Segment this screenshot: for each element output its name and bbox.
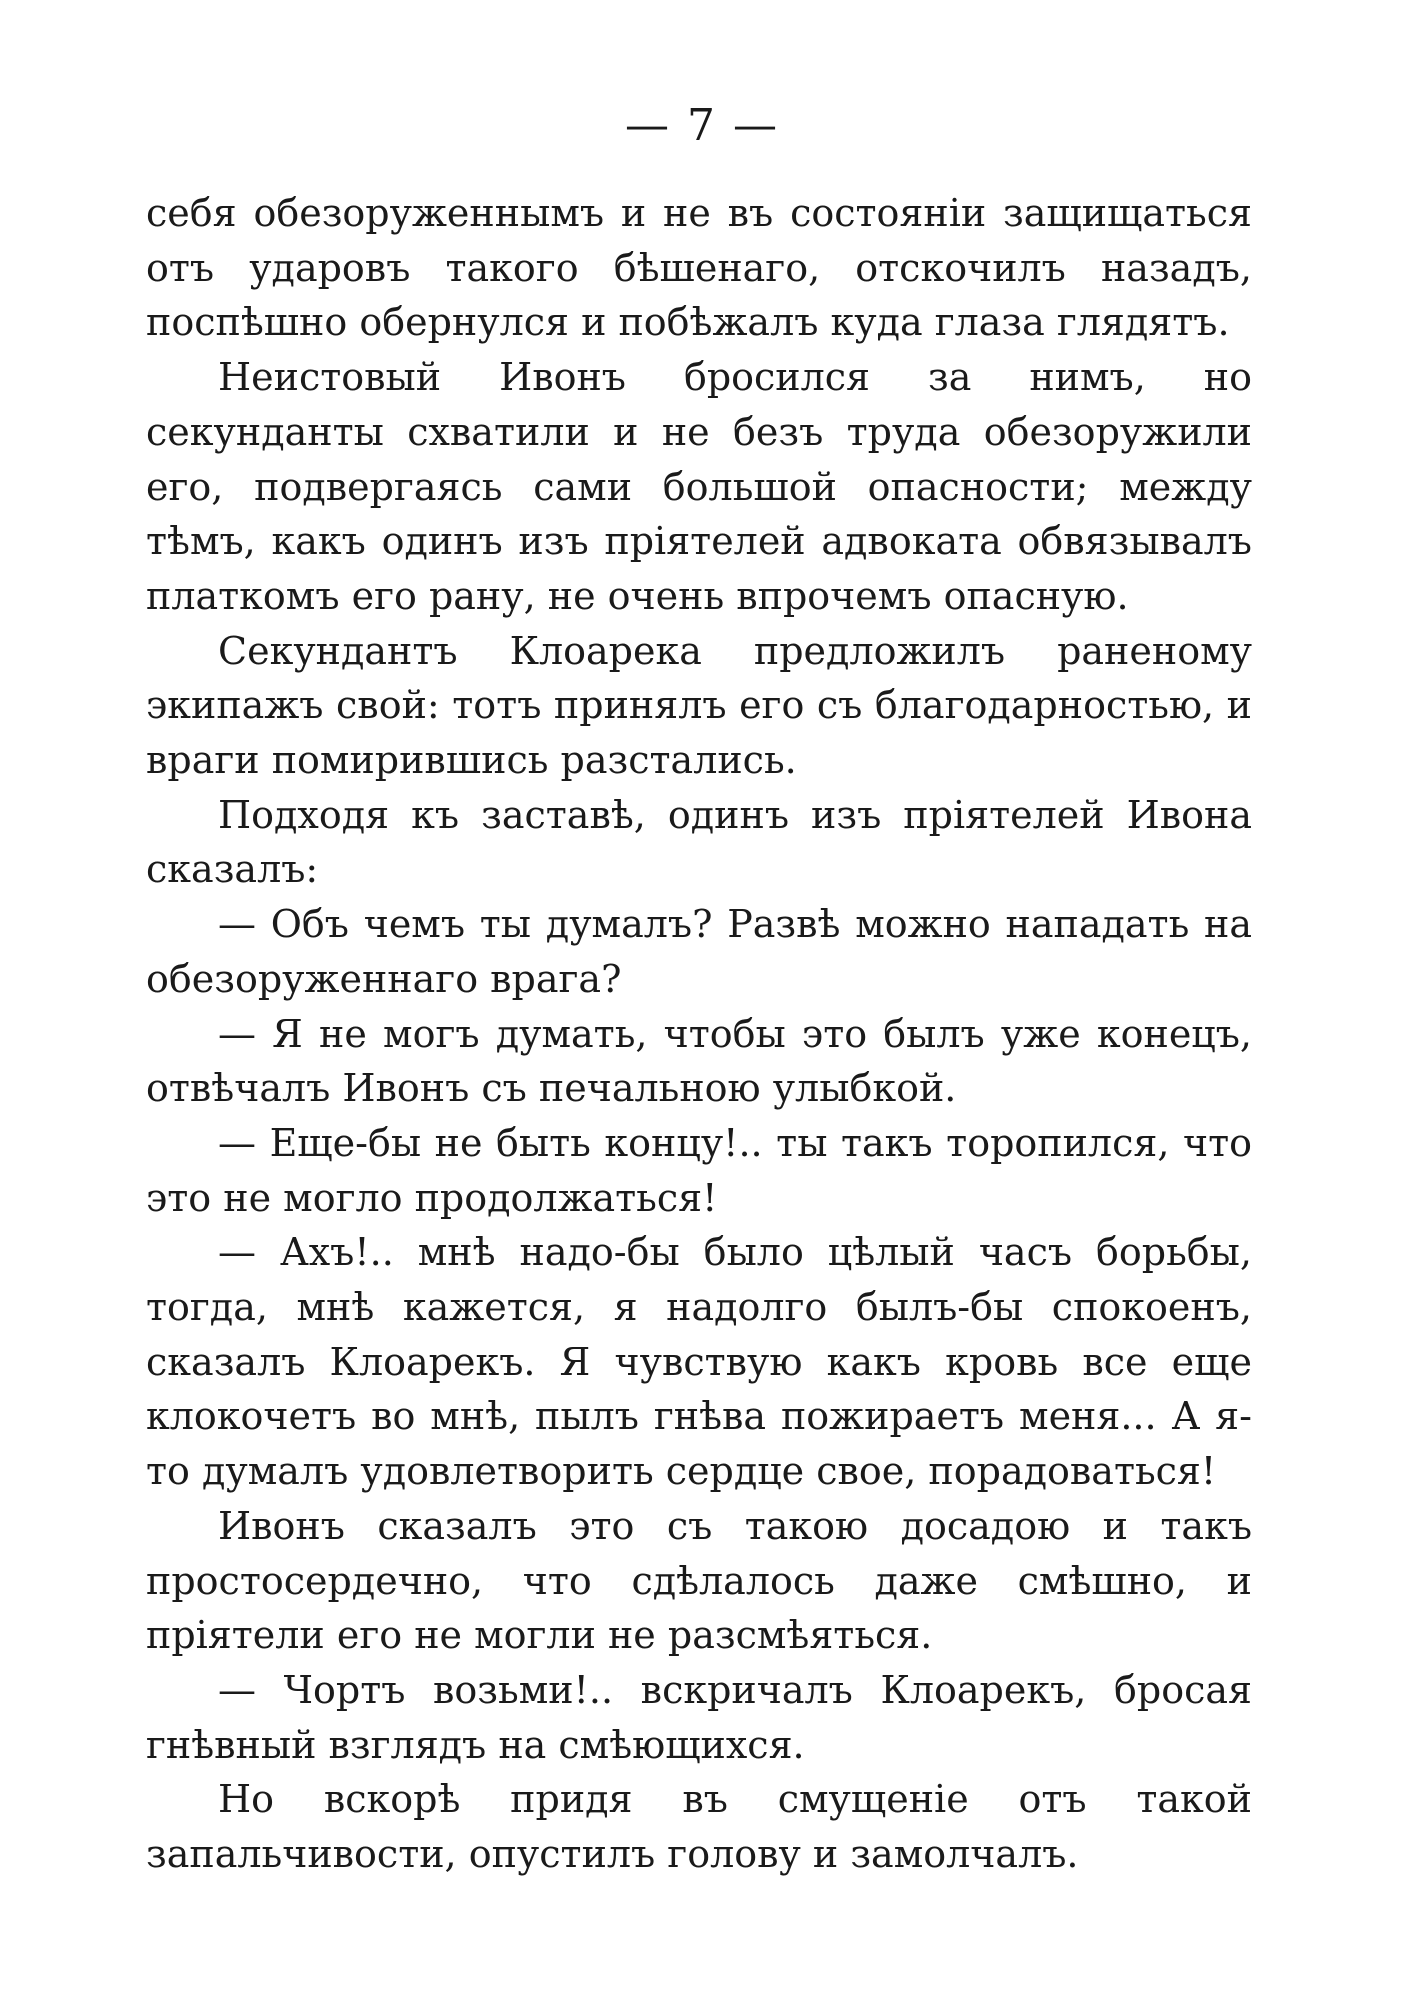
paragraph: Секундантъ Клоарека предложилъ раненому экипажъ свой: тотъ принялъ его съ благодарностью, и враги помирившись разстались.: [146, 628, 1252, 783]
paragraph: себя обезоруженнымъ и не въ состоянiи защищаться отъ ударовъ такого бѣшенаго, отскочилъ назадъ, поспѣшно обернулся и побѣжалъ куда глаза глядятъ.: [146, 191, 1252, 345]
paragraph: Подходя къ заставѣ, одинъ изъ прiятелей Ивона сказалъ:: [146, 792, 1252, 892]
dialogue-paragraph: — Чортъ возьми!.. вскричалъ Клоарекъ, бросая гнѣвный взглядъ на смѣющихся.: [146, 1667, 1252, 1767]
paragraph: Но вскорѣ придя въ смущенiе отъ такой запальчивости, опустилъ голову и замолчалъ.: [146, 1777, 1252, 1877]
page-number: — 7 —: [625, 100, 779, 151]
paragraph: Неистовый Ивонъ бросился за нимъ, но секунданты схватили и не безъ труда обезоружили его, подвергаясь сами большой опасности; между тѣмъ, какъ одинъ изъ прiятелей адвоката обвязывалъ платкомъ его рану, не очень впрочемъ опасную.: [146, 355, 1252, 618]
paragraph: Ивонъ сказалъ это съ такою досадою и такъ простосердечно, что сдѣлалось даже смѣшно, и прiятели его не могли не разсмѣяться.: [146, 1503, 1252, 1658]
dialogue-paragraph: — Объ чемъ ты думалъ? Развѣ можно нападать на обезоруженнаго врага?: [146, 902, 1252, 1001]
body-text: [146, 186, 1252, 1882]
dialogue-paragraph: — Еще-бы не быть концу!.. ты такъ торопился, что это не могло продолжаться!: [146, 1120, 1252, 1220]
dialogue-paragraph: — Ахъ!.. мнѣ надо-бы было цѣлый часъ борьбы, тогда, мнѣ кажется, я надолго былъ-бы спокоенъ, сказалъ Клоарекъ. Я чувствую какъ кровь все еще клокочетъ во мнѣ, пылъ гнѣва пожираетъ меня... А я-то думалъ удовлетворить сердце свое, порадоваться!: [146, 1230, 1252, 1494]
dialogue-paragraph: — Я не могъ думать, чтобы это былъ уже конецъ, отвѣчалъ Ивонъ съ печальною улыбкой.: [146, 1011, 1252, 1111]
